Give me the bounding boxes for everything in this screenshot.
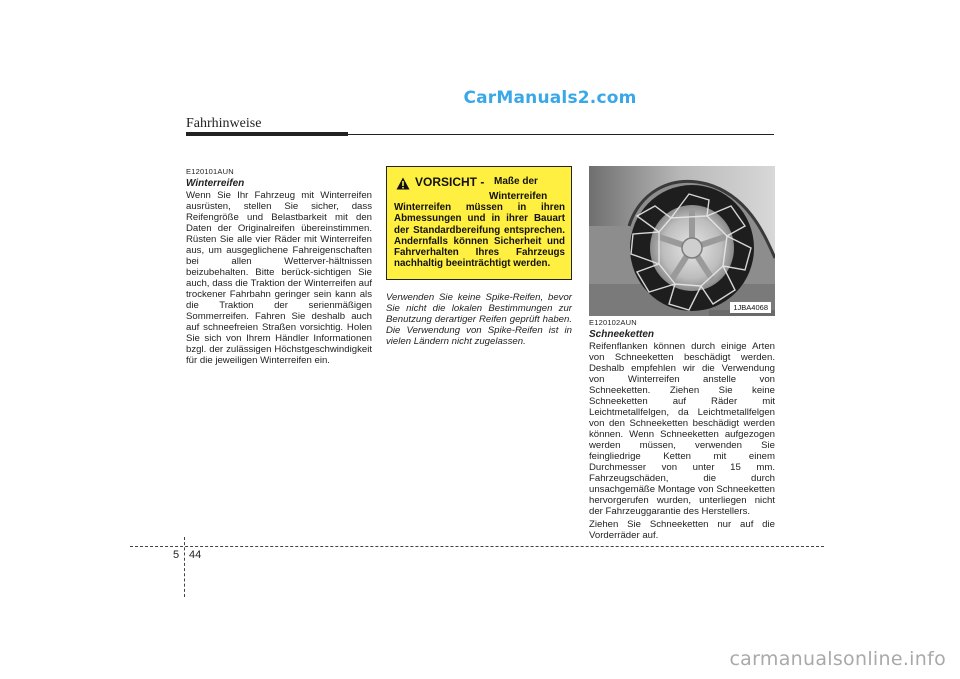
caution-subtitle-line2: Winterreifen [489, 191, 548, 202]
photo-label: 1JBA4068 [730, 302, 771, 313]
watermark-bottom: carmanualsonline.info [729, 648, 946, 670]
section-code-snow-chains: E120102AUN [589, 318, 637, 327]
warning-triangle-icon [396, 177, 410, 190]
caution-subtitle-line1: Maße der [494, 176, 538, 187]
snow-chain-photo [589, 166, 775, 316]
caution-header [396, 173, 566, 201]
watermark-top: CarManuals2.com [463, 88, 637, 108]
chapter-number: 5 [173, 549, 180, 561]
section-code-winter-tires: E120101AUN [186, 167, 234, 176]
caution-title: VORSICHT - [415, 175, 485, 189]
paragraph-snow-chains: Reifenflanken können durch einige Arten von Schneeketten beschädigt werden. Deshalb empfehlen wir die Verwendung von Winterreifen anstelle von Schneeketten. Ziehen Sie keine Schneeketten auf Räder mit Leichtmetallfelgen, da Leichtmetallfelgen von den Schneeketten beschädigt werden können. Wenn Schneeketten aufgezogen werden müssen, verwenden Sie feingliedrige Ketten mit einem Durchmesser von unter 15 mm. Fahrzeugschäden, die durch unsachgemäße Montage von Schneeketten hervorgerufen wurden, unterliegen nicht der Fahrzeuggarantie des Herstellers. [589, 341, 775, 517]
heading-winter-tires: Winterreifen [186, 178, 245, 189]
page-number: 44 [189, 549, 202, 561]
header-rule-accent [186, 132, 348, 136]
paragraph-winter-tires: Wenn Sie Ihr Fahrzeug mit Winterreifen ausrüsten, stellen Sie sicher, dass Reifengröße und Belastbarkeit mit den Daten der Originalreifen übereinstimmen. Rüsten Sie alle vier Räder mit Winterreifen aus, um ausgeglichene Fahreigenschaften bei allen Wetterver-hältnissen beizubehalten. Bitte berück-sichtigen Sie auch, dass die Traktion der Winterreifen auf trockener Fahrbahn geringer sein kann als die Traktion der serienmäßigen Sommerreifen. Fahren Sie deshalb auch auf schneefreien Straßen vorsichtig. Holen Sie sich von Ihrem Händler Informationen bzgl. der zulässigen Höchstgeschwindigkeit für die jeweiligen Winterreifen ein. [186, 190, 372, 366]
caution-text: Winterreifen müssen in ihren Abmessungen und in ihrer Bauart der Standardbereifung entsprechen. Andernfalls können Sicherheit und Fahrverhalten Ihres Fahrzeugs nachhaltig beeinträchtigt werden. [394, 202, 565, 270]
footer-divider [184, 537, 185, 597]
paragraph-spike-tires: Verwenden Sie keine Spike-Reifen, bevor Sie nicht die lokalen Bestimmungen zur Benutzung derartiger Reifen geprüft haben. Die Verwendung von Spike-Reifen ist in vielen Ländern nicht zugelassen. [386, 292, 572, 347]
section-title: Fahrhinweise [186, 116, 262, 131]
paragraph-snow-chains-front: Ziehen Sie Schneeketten nur auf die Vorderräder auf. [589, 519, 775, 541]
caution-box [386, 166, 572, 280]
footer-rule [130, 546, 824, 547]
heading-snow-chains: Schneeketten [589, 329, 655, 340]
snow-chain-illustration [589, 166, 775, 316]
